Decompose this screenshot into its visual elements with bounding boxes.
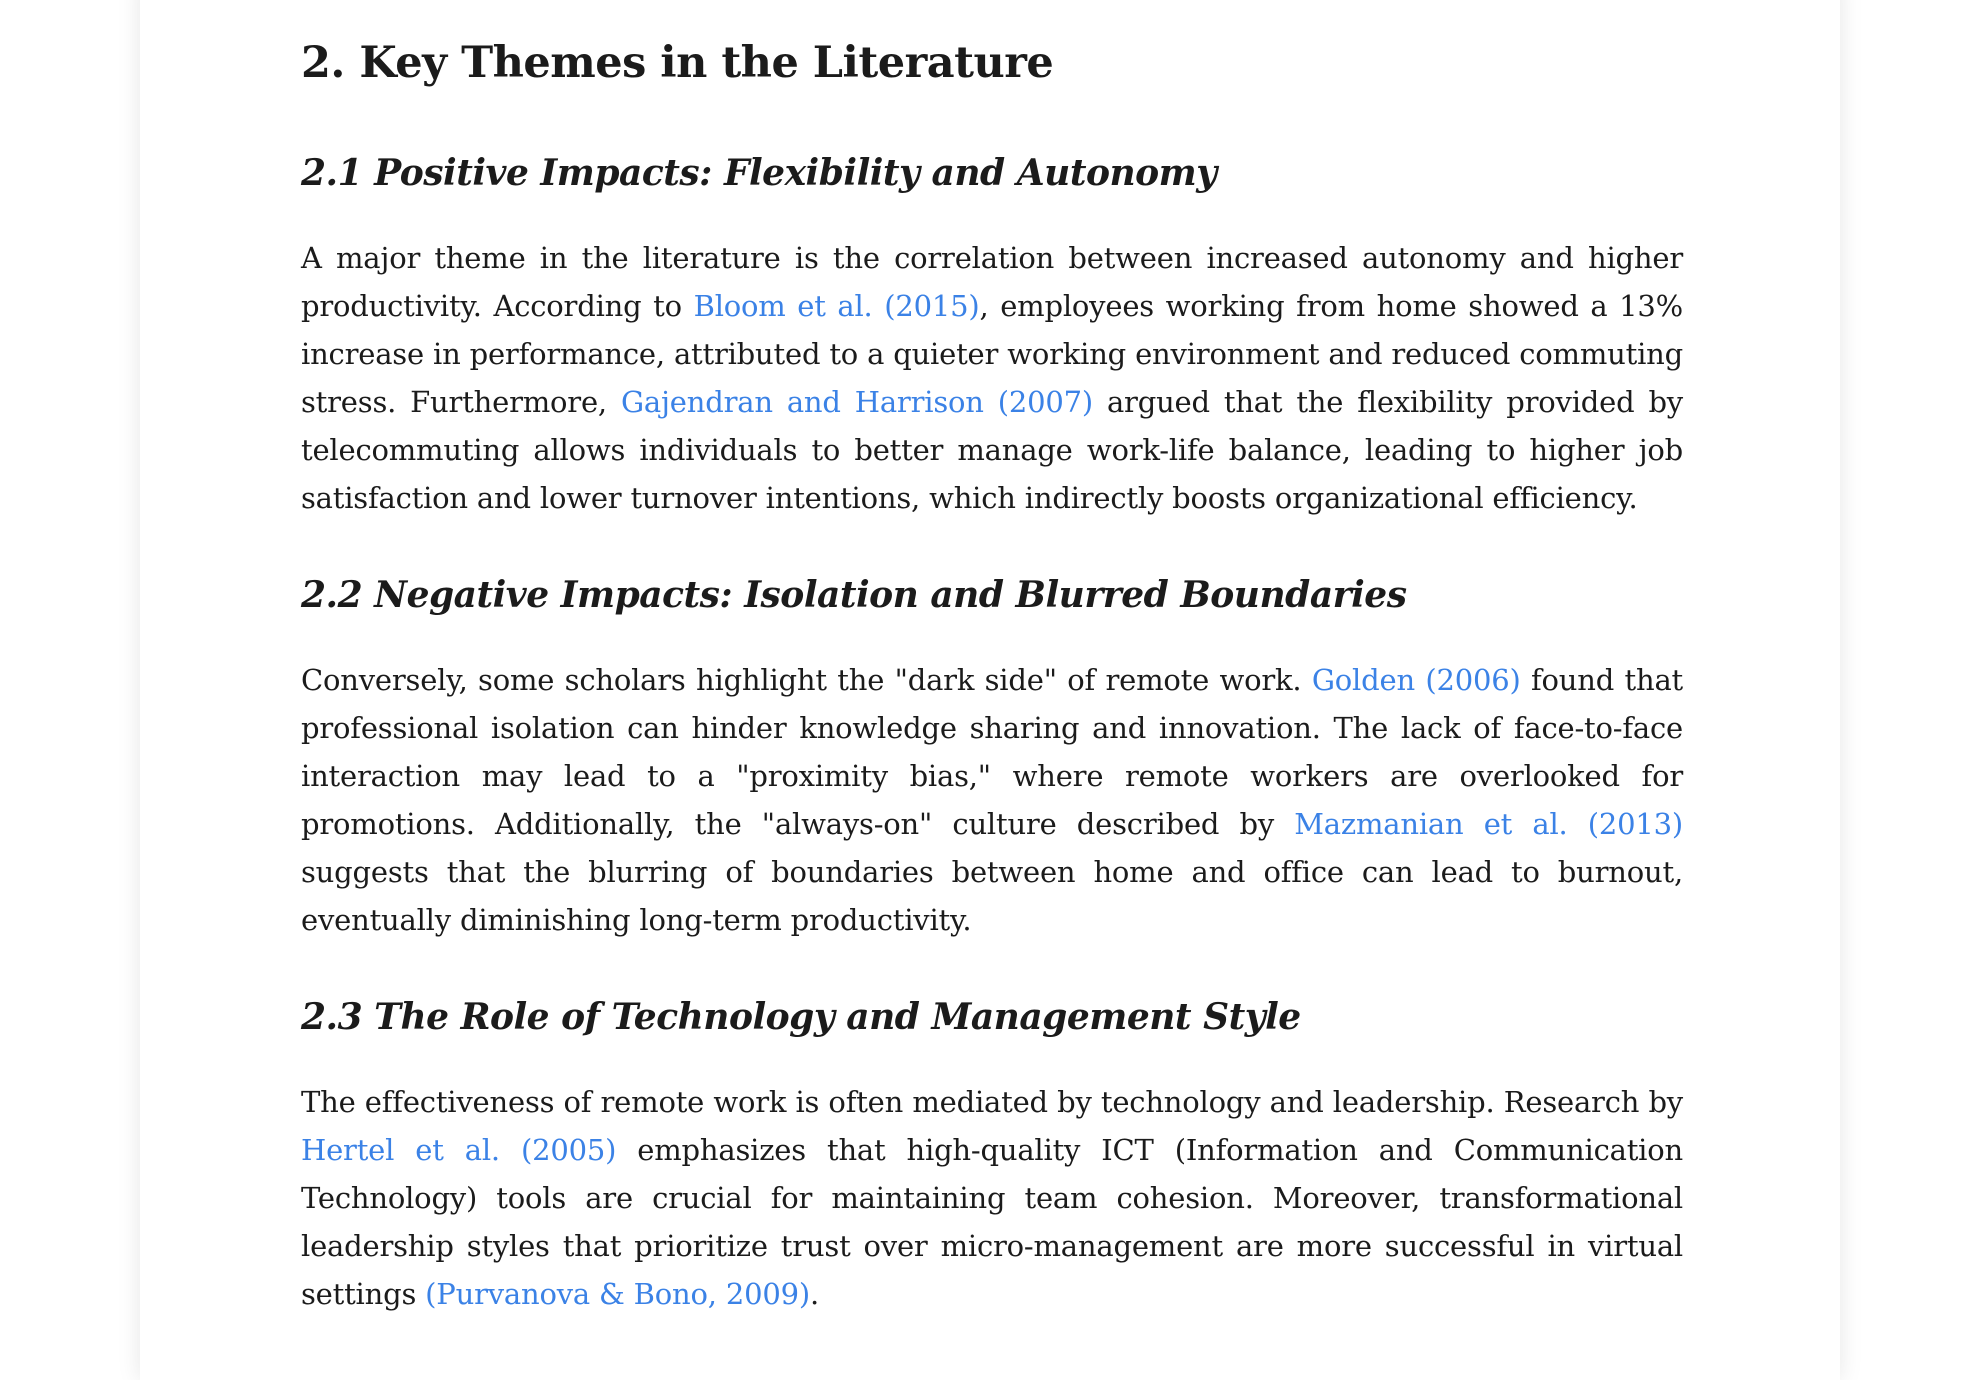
citation-link-gajendran[interactable]: Gajendran and Harrison (2007) [620, 385, 1093, 419]
paragraph-text: . [809, 1277, 819, 1311]
subsection-heading-2-2: 2.2 Negative Impacts: Isolation and Blurred Boundaries [301, 574, 1407, 616]
paragraph-text: found that professional isolation can hinder knowledge sharing and innovation. The lack of face-to-face interaction may lead to a "proximity bias," where remote workers are overlooked for promotions. Additionally, the "always-on" culture described by [301, 663, 1683, 841]
subsection-heading-2-3: 2.3 The Role of Technology and Management Style [301, 996, 1301, 1038]
paragraph-text: argued that the flexibility provided by telecommuting allows individuals to better manage work-life balance, leading to higher job satisfaction and lower turnover intentions, which indirectly boosts organizational efficiency. [301, 385, 1683, 515]
paragraph-text: , employees working from home showed a 13% increase in performance, attributed to a quieter working environment and reduced commuting stress. Furthermore, [301, 289, 1684, 419]
paragraph-2-2 [301, 656, 1683, 944]
paragraph-text: suggests that the blurring of boundaries between home and office can lead to burnout, eventually diminishing long-term productivity. [301, 855, 1683, 937]
paragraph-2-1 [301, 234, 1683, 522]
paragraph-text: A major theme in the literature is the correlation between increased autonomy and higher productivity. According to [301, 241, 1683, 323]
paragraph-text: The effectiveness of remote work is often mediated by technology and leadership. Research by [301, 1085, 1683, 1119]
citation-link-hertel[interactable]: Hertel et al. (2005) [301, 1133, 617, 1167]
paragraph-text: Conversely, some scholars highlight the "dark side" of remote work. [301, 663, 1312, 697]
paragraph-2-3 [301, 1078, 1683, 1318]
subsection-heading-2-1: 2.1 Positive Impacts: Flexibility and Autonomy [301, 152, 1217, 194]
citation-link-bloom[interactable]: Bloom et al. (2015) [693, 289, 980, 323]
citation-link-golden[interactable]: Golden (2006) [1311, 663, 1521, 697]
citation-link-purvanova[interactable]: (Purvanova & Bono, 2009) [425, 1277, 810, 1311]
section-title: 2. Key Themes in the Literature [301, 38, 1054, 88]
document-page [140, 0, 1840, 1380]
citation-link-mazmanian[interactable]: Mazmanian et al. (2013) [1294, 807, 1684, 841]
paragraph-text: emphasizes that high-quality ICT (Information and Communication Technology) tools are crucial for maintaining team cohesion. Moreover, transformational leadership styles that prioritize trust over micro-management are more successful in virtual settings [301, 1133, 1683, 1311]
